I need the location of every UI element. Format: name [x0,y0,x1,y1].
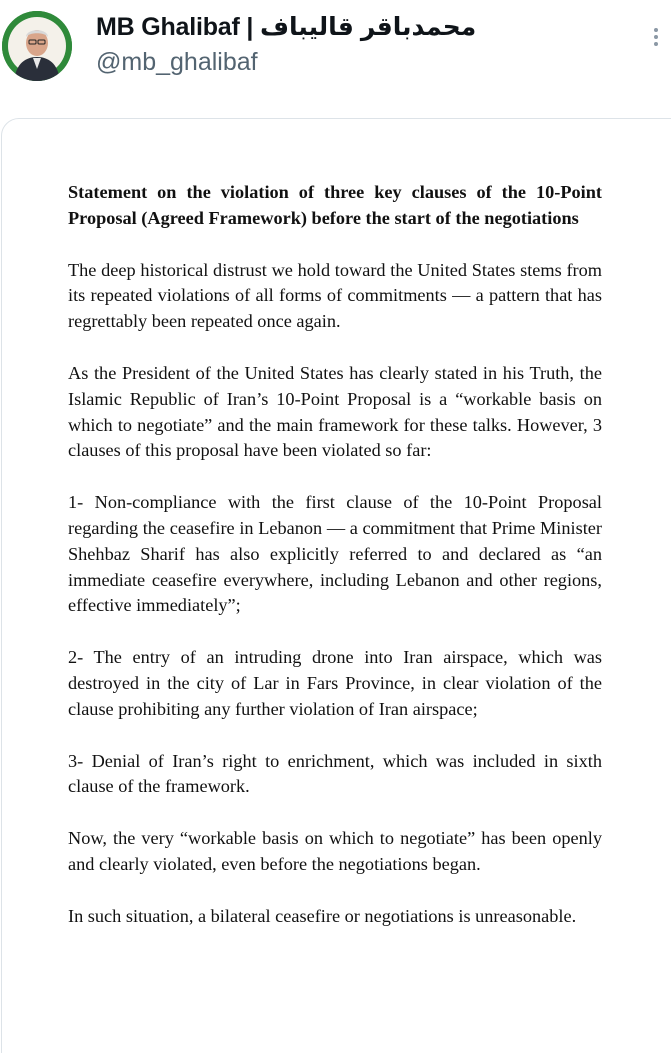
more-dot [654,28,658,32]
statement-paragraph: 1- Non-compliance with the first clause of the 10-Point Proposal regarding the ceasefire in Lebanon — a commitment that Prime Minister Shehbaz Sharif has also explicitly referred to and declared as “an immediate ceasefire everywhere, including Lebanon and other regions, effective immediately”; [68,492,602,616]
more-dot [654,35,658,39]
statement-paragraph: 2- The entry of an intruding drone into Iran airspace, which was destroyed in the city of Lar in Fars Province, in clear violation of the clause prohibiting any further violation of Iran airspace; [68,647,602,719]
statement-paragraph: 3- Denial of Iran’s right to enrichment, which was included in sixth clause of the framework. [68,750,602,797]
avatar-photo [2,11,72,81]
avatar[interactable] [2,11,72,81]
display-name[interactable]: MB Ghalibaf | محمدباقر قالیباف [96,13,477,41]
statement-paragraph: The deep historical distrust we hold toward the United States stems from its repeated violations of all forms of commitments — a pattern that has regrettably been repeated once again. [68,259,602,332]
statement-paragraph: In such situation, a bilateral ceasefire or negotiations is unreasonable. [68,905,577,926]
user-handle[interactable]: @mb_ghalibaf [96,48,258,76]
statement-paragraph: Now, the very “workable basis on which to negotiate” has been openly and clearly violated, even before the negotiations began. [68,828,602,874]
statement-paragraph: As the President of the United States has clearly stated in his Truth, the Islamic Republic of Iran’s 10-Point Proposal is a “workable basis on which to negotiate” and the main framework for these talks. However, 3 clauses of this proposal have been violated so far: [68,362,602,461]
tweet-header [0,0,671,100]
statement-title: Statement on the violation of three key clauses of the 10-Point Proposal (Agreed Framework) before the start of the negotiations [68,182,602,228]
more-vertical-icon[interactable] [646,26,666,52]
statement-document [68,180,602,956]
more-dot [654,42,658,46]
